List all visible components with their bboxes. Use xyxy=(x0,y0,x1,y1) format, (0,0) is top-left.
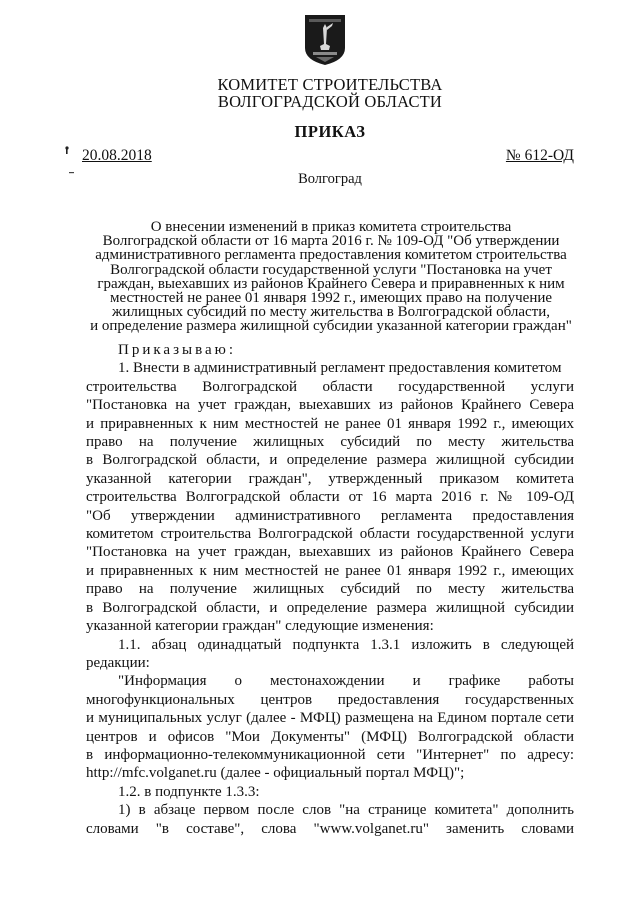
body-line: указанной категории граждан" следующие изменения: xyxy=(86,618,434,635)
body-line: редакции: xyxy=(86,654,150,671)
subject-line: О внесении изменений в приказ комитета строительства xyxy=(150,219,512,235)
document-number: № 612-ОД xyxy=(505,147,574,164)
document-body xyxy=(86,341,574,838)
subject-line: граждан, выехавших из районов Крайнего Севера и приравненных к ним xyxy=(97,275,565,292)
document-city: Волгоград xyxy=(298,171,362,187)
body-line: строительства Волгоградской области государственной услуги xyxy=(86,378,574,395)
document-date: 20.08.2018 xyxy=(82,147,152,164)
body-line: "Об утверждении административного регламента предоставления xyxy=(86,507,574,524)
body-line: в информационно-телекоммуникационной сети "Интернет" по адресу: xyxy=(86,746,574,763)
organization-name-line2: ВОЛГОГРАДСКОЙ ОБЛАСТИ xyxy=(217,92,443,111)
body-line: строительства Волгоградской области от 16 марта 2016 г. № 109-ОД xyxy=(86,489,574,506)
document-subject xyxy=(78,220,584,334)
body-line: "Информация о местонахождении и графике работы xyxy=(118,673,574,690)
subject-line: и определение размера жилищной субсидии указанной категории граждан" xyxy=(90,318,572,335)
subject-line: местностей не ранее 01 января 1992 г., имеющих право на получение xyxy=(109,290,553,307)
body-line: многофункциональных центров предоставления государственных xyxy=(86,691,574,708)
margin-marks xyxy=(64,146,76,176)
body-line: словами "в составе", слова "www.volganet.ru" заменить словами xyxy=(86,820,574,837)
body-line: "Постановка на учет граждан, выехавших из районов Крайнего Севера xyxy=(86,544,574,561)
body-line: и муниципальных услуг (далее - МФЦ) размещена на Едином портале сети xyxy=(86,710,574,727)
body-line: и приравненных к ним местностей не ранее 01 января 1992 г., имеющих xyxy=(86,562,574,579)
organization-name-line1: КОМИТЕТ СТРОИТЕЛЬСТВА xyxy=(217,75,443,94)
body-line: комитетом строительства Волгоградской области государственной услуги xyxy=(86,526,574,543)
subject-line: жилищных субсидий по месту жительства в Волгоградской области, xyxy=(111,304,551,321)
body-line: центров и офисов "Мои Документы" (МФЦ) Волгоградской области xyxy=(86,728,574,745)
body-line: и приравненных к ним местностей не ранее 01 января 1992 г., имеющих xyxy=(86,415,574,432)
body-line: право на получение жилищных субсидий по месту жительства xyxy=(86,581,574,598)
subject-line: Волгоградской области государственной услуги "Постановка на учет xyxy=(110,261,552,278)
body-line: "Постановка на учет граждан, выехавших из районов Крайнего Севера xyxy=(86,397,574,414)
body-line: указанной категории граждан", утвержденный приказом комитета xyxy=(86,470,574,487)
subject-line: Волгоградской области от 16 марта 2016 г. № 109-ОД "Об утверждении xyxy=(102,233,560,250)
body-line: 1.1. абзац одинадцатый подпункта 1.3.1 изложить в следующей xyxy=(118,636,574,653)
subject-line: административного регламента предоставления комитетом строительства xyxy=(95,247,567,264)
coat-of-arms-emblem xyxy=(304,14,346,66)
body-line: 1.2. в подпункте 1.3.3: xyxy=(118,783,260,800)
body-line: http://mfc.volganet.ru (далее - официальный портал МФЦ)"; xyxy=(86,765,465,782)
body-line: 1. Внести в административный регламент предоставления комитетом xyxy=(118,360,562,377)
document-type-title: ПРИКАЗ xyxy=(294,122,366,141)
body-line: в Волгоградской области, и определение размера жилищной субсидии xyxy=(86,452,574,469)
body-line: в Волгоградской области, и определение размера жилищной субсидии xyxy=(86,599,574,616)
body-line: 1) в абзаце первом после слов "на странице комитета" дополнить xyxy=(118,802,574,819)
body-line: право на получение жилищных субсидий по месту жительства xyxy=(86,434,574,451)
order-word: Приказываю: xyxy=(118,342,236,358)
